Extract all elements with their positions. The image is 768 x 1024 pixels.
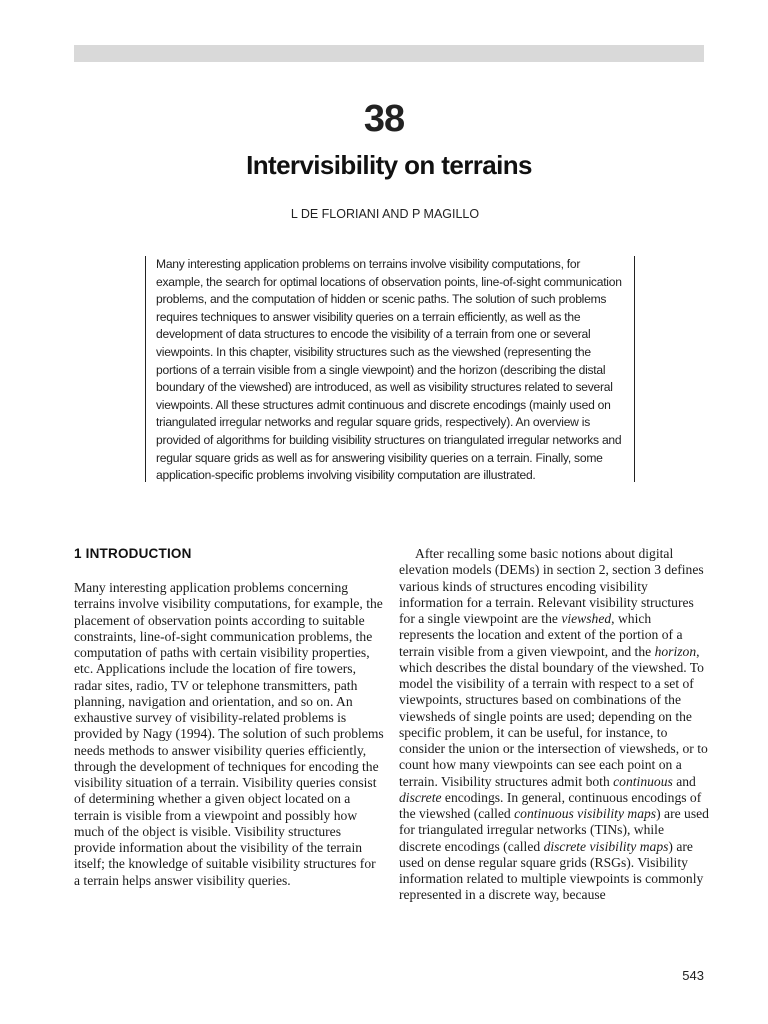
italic-term-discrete-visibility-maps: discrete visibility maps xyxy=(543,838,669,854)
text-run: ) are used for triangulated irregular networks (TINs), while discrete encodings (called xyxy=(399,806,709,854)
section-heading: 1 INTRODUCTION xyxy=(74,546,192,561)
abstract-box xyxy=(145,256,635,482)
text-run: and xyxy=(672,773,696,789)
chapter-number: 38 xyxy=(363,98,405,140)
text-run: After recalling some basic notions about digital elevation models (DEMs) in section 2, section 3 defines various kinds of structures encoding visibility information for a terrain. Relevant visibility structures for a single viewpoint are the xyxy=(399,546,704,626)
left-column-paragraph: Many interesting application problems concerning terrains involve visibility computations, for example, the placement of observation points according to suitable constraints, line-of-sight communication problems, the computation of paths with certain visibility properties, etc. Applications include the location of fire towers, radar sites, radio, TV or telephone transmitters, path planning, navigation and orientation, and so on. An exhaustive survey of visibility-related problems is provided by Nagy (1994). The solution of such problems needs methods to answer visibility queries efficiently, through the development of techniques for encoding the visibility situation of a terrain. Visibility queries consist of determining whether a given object located on a terrain is visible from a viewpoint and possibly how much of the object is visible. Visibility structures provide information about the visibility of the terrain itself; the knowledge of suitable visibility structures for a terrain helps answer visibility queries. xyxy=(74,580,384,888)
chapter-authors: L DE FLORIANI AND P MAGILLO xyxy=(290,207,480,221)
text-run: , which describes the distal boundary of the viewshed. To model the visibility of a terrain with respect to a set of viewpoints, structures based on combinations of the viewsheds of single points are used; depending on the specific problem, it can be useful, for instance, to consider the union or the intersection of viewsheds, or to count how many viewpoints can see each point on a terrain. Visibility structures admit both xyxy=(399,643,708,789)
page-number: 543 xyxy=(682,968,704,983)
text-run: encodings. In general, continuous encodings of the viewshed (called xyxy=(399,789,702,821)
italic-term-continuous-visibility-maps: continuous visibility maps xyxy=(514,806,657,821)
italic-term-horizon: horizon xyxy=(654,643,697,659)
italic-term-discrete: discrete xyxy=(399,789,442,805)
chapter-title: Intervisibility on terrains xyxy=(246,150,532,180)
header-bar xyxy=(74,45,704,62)
right-column-paragraph xyxy=(399,546,709,904)
italic-term-viewshed: viewshed xyxy=(561,611,612,626)
text-run: , which represents the location and extent of the portion of a terrain visible from a given viewpoint, and the xyxy=(399,611,683,659)
italic-term-continuous: continuous xyxy=(613,773,673,789)
abstract-text: Many interesting application problems on terrains involve visibility computations, for example, the search for optimal locations of observation points, line-of-sight communication problems, and the computation of hidden or scenic paths. The solution of such problems requires techniques to answer visibility queries on a terrain efficiently, as well as the development of data structures to encode the visibility of a terrain from one or several viewpoints. In this chapter, visibility structures such as the viewshed (representing the portions of a terrain visible from a single viewpoint) and the horizon (describing the distal boundary of the viewshed) are introduced, as well as visibility structures related to several viewpoints. All these structures admit continuous and discrete encodings (mainly used on triangulated irregular networks and regular square grids, respectively). An overview is provided of algorithms for building visibility structures on triangulated irregular networks and regular square grids as well as for answering visibility queries on a terrain. Finally, some application-specific problems involving visibility computation are illustrated. xyxy=(156,257,622,483)
text-run: ) are used on dense regular square grids (RSGs). Visibility information related to multiple viewpoints is commonly represented in a discrete way, because xyxy=(399,838,704,903)
